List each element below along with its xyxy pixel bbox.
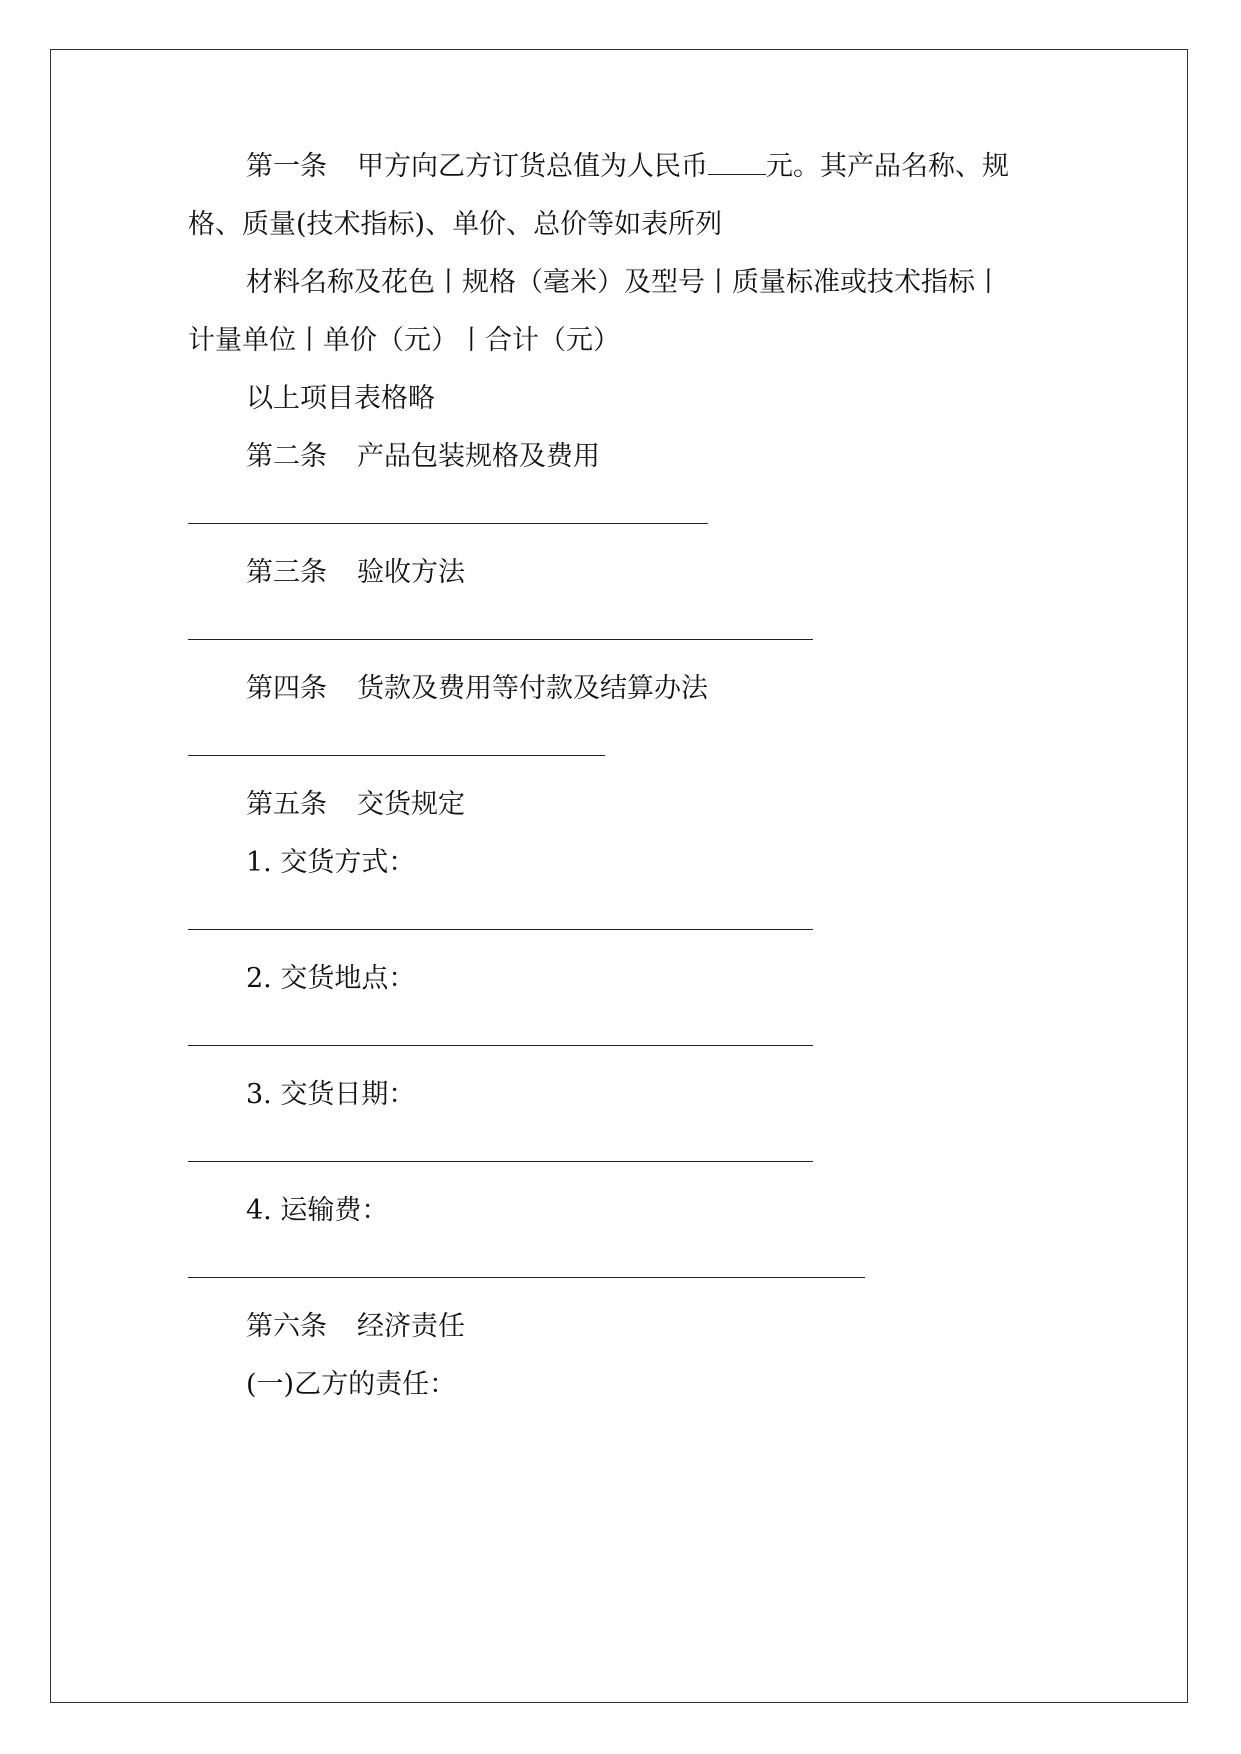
- article-5-line: [246, 788, 465, 822]
- article-6-line: [246, 1310, 465, 1344]
- delivery-location-label: 2. 交货地点：: [246, 963, 416, 994]
- transport-fee-fill-line[interactable]: [188, 1277, 865, 1278]
- article-1-heading: 第一条: [246, 151, 327, 182]
- seller-responsibility-label: (一)乙方的责任：: [246, 1369, 457, 1400]
- article-2-fill-line[interactable]: [188, 523, 708, 524]
- table-header-line-2: 计量单位丨单价（元）丨合计（元）: [188, 325, 620, 356]
- delivery-location-fill-line[interactable]: [188, 1045, 813, 1046]
- article-2-heading: 第二条: [246, 441, 327, 472]
- article-3-fill-line[interactable]: [188, 639, 813, 640]
- transport-fee-label: 4. 运输费：: [246, 1195, 389, 1226]
- article-5-heading: 第五条: [246, 789, 327, 820]
- article-4-title: 货款及费用等付款及结算办法: [357, 673, 708, 704]
- article-1-text-after: 元。其产品名称、规: [766, 151, 1009, 182]
- table-header-line-1: 材料名称及花色丨规格（毫米）及型号丨质量标准或技术指标丨: [246, 267, 1002, 298]
- article-1-continuation: 格、质量(技术指标)、单价、总价等如表所列: [188, 209, 723, 240]
- delivery-method-label: 1. 交货方式：: [246, 847, 416, 878]
- article-3-title: 验收方法: [357, 557, 465, 588]
- table-note: 以上项目表格略: [246, 383, 435, 414]
- article-1-text: 甲方向乙方订货总值为人民币: [357, 151, 708, 182]
- amount-blank[interactable]: [708, 152, 766, 175]
- article-6-heading: 第六条: [246, 1311, 327, 1342]
- article-4-line: [246, 672, 708, 706]
- article-1-line: [246, 150, 1009, 184]
- article-2-title: 产品包装规格及费用: [357, 441, 600, 472]
- delivery-method-fill-line[interactable]: [188, 929, 813, 930]
- article-4-fill-line[interactable]: [188, 755, 605, 756]
- article-5-title: 交货规定: [357, 789, 465, 820]
- delivery-date-fill-line[interactable]: [188, 1161, 813, 1162]
- article-6-title: 经济责任: [357, 1311, 465, 1342]
- article-2-line: [246, 440, 600, 474]
- article-4-heading: 第四条: [246, 673, 327, 704]
- delivery-date-label: 3. 交货日期：: [246, 1079, 416, 1110]
- article-3-line: [246, 556, 465, 590]
- article-3-heading: 第三条: [246, 557, 327, 588]
